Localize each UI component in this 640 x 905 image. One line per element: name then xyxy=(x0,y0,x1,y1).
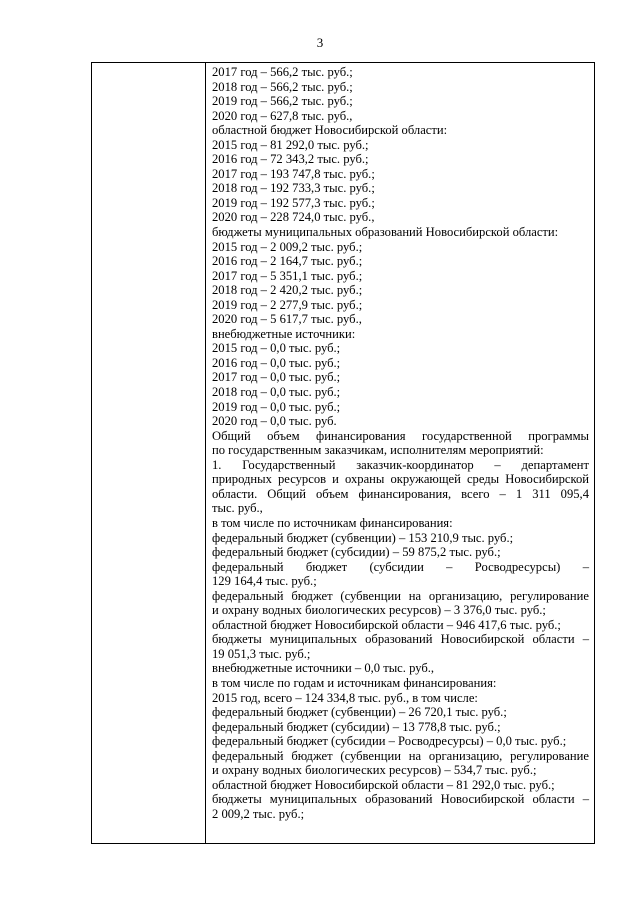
text-line: 2019 год – 2 277,9 тыс. руб.; xyxy=(212,297,363,312)
text-line: 1. Государственный заказчик-координатор – департамент xyxy=(212,457,589,472)
text-line: федеральный бюджет (субвенции на организацию, регулирование xyxy=(212,748,589,763)
text-line: 2017 год – 193 747,8 тыс. руб.; xyxy=(212,166,375,181)
financing-text-cell xyxy=(212,65,589,821)
text-line: в том числе по источникам финансирования: xyxy=(212,515,453,530)
text-line: 2020 год – 228 724,0 тыс. руб., xyxy=(212,210,375,225)
text-line: 2017 год – 566,2 тыс. руб.; xyxy=(212,65,353,79)
text-line: 2017 год – 0,0 тыс. руб.; xyxy=(212,370,341,385)
text-line: по государственным заказчикам, исполнителям мероприятий: xyxy=(212,443,544,458)
text-line: внебюджетные источники – 0,0 тыс. руб., xyxy=(212,661,435,676)
text-line: федеральный бюджет (субсидии) – 59 875,2 тыс. руб.; xyxy=(212,545,501,560)
text-line: областной бюджет Новосибирской области: xyxy=(212,123,448,138)
text-line: 2017 год – 5 351,1 тыс. руб.; xyxy=(212,268,363,283)
text-line: областной бюджет Новосибирской области – 81 292,0 тыс. руб.; xyxy=(212,777,555,792)
text-line: федеральный бюджет (субсидии – Росводресурсы) – xyxy=(212,559,589,574)
text-line: областной бюджет Новосибирской области – 946 417,6 тыс. руб.; xyxy=(212,617,561,632)
document-table xyxy=(91,62,595,844)
text-line: 2 009,2 тыс. руб.; xyxy=(212,806,305,821)
text-line: федеральный бюджет (субсидии – Росводресурсы) – 0,0 тыс. руб.; xyxy=(212,734,567,749)
column-divider xyxy=(205,63,206,843)
text-line: федеральный бюджет (субвенции) – 153 210,9 тыс. руб.; xyxy=(212,530,514,545)
text-line: бюджеты муниципальных образований Новосибирской области – xyxy=(212,632,589,647)
text-line: природных ресурсов и охраны окружающей среды Новосибирской xyxy=(212,472,589,487)
text-line: федеральный бюджет (субвенции на организацию, регулирование xyxy=(212,588,589,603)
text-line: 2018 год – 2 420,2 тыс. руб.; xyxy=(212,283,363,298)
text-line: 2018 год – 0,0 тыс. руб.; xyxy=(212,385,341,400)
text-line: Общий объем финансирования государственной программы xyxy=(212,428,589,443)
text-line: и охрану водных биологических ресурсов) – 3 376,0 тыс. руб.; xyxy=(212,603,546,618)
text-line: федеральный бюджет (субсидии) – 13 778,8 тыс. руб.; xyxy=(212,719,501,734)
text-line: федеральный бюджет (субвенции) – 26 720,1 тыс. руб.; xyxy=(212,705,507,720)
text-line: 2016 год – 72 343,2 тыс. руб.; xyxy=(212,152,369,167)
text-line: бюджеты муниципальных образований Новосибирской области: xyxy=(212,225,559,240)
text-line: в том числе по годам и источникам финансирования: xyxy=(212,675,497,690)
text-line: 2015 год, всего – 124 334,8 тыс. руб., в том числе: xyxy=(212,690,478,705)
text-line: 2016 год – 2 164,7 тыс. руб.; xyxy=(212,254,363,269)
text-line: 2019 год – 192 577,3 тыс. руб.; xyxy=(212,195,375,210)
text-line: 2020 год – 0,0 тыс. руб. xyxy=(212,414,337,429)
text-line: 2020 год – 5 617,7 тыс. руб., xyxy=(212,312,362,327)
text-line: тыс. руб., xyxy=(212,501,263,516)
text-line: 2018 год – 566,2 тыс. руб.; xyxy=(212,79,353,94)
text-line: 2019 год – 0,0 тыс. руб.; xyxy=(212,399,341,414)
text-line: 2020 год – 627,8 тыс. руб., xyxy=(212,108,353,123)
text-line: 2015 год – 0,0 тыс. руб.; xyxy=(212,341,341,356)
text-line: 2019 год – 566,2 тыс. руб.; xyxy=(212,94,353,109)
text-line: 129 164,4 тыс. руб.; xyxy=(212,574,317,589)
text-line: 2015 год – 81 292,0 тыс. руб.; xyxy=(212,137,369,152)
text-line: бюджеты муниципальных образований Новосибирской области – xyxy=(212,792,589,807)
text-line: и охрану водных биологических ресурсов) – 534,7 тыс. руб.; xyxy=(212,763,537,778)
page-number: 3 xyxy=(316,35,324,50)
text-line: 2018 год – 192 733,3 тыс. руб.; xyxy=(212,181,375,196)
text-line: 2015 год – 2 009,2 тыс. руб.; xyxy=(212,239,363,254)
text-line: 2016 год – 0,0 тыс. руб.; xyxy=(212,355,341,370)
text-line: 19 051,3 тыс. руб.; xyxy=(212,646,311,661)
text-line: внебюджетные источники: xyxy=(212,326,356,341)
text-line: области. Общий объем финансирования, всего – 1 311 095,4 xyxy=(212,486,589,501)
